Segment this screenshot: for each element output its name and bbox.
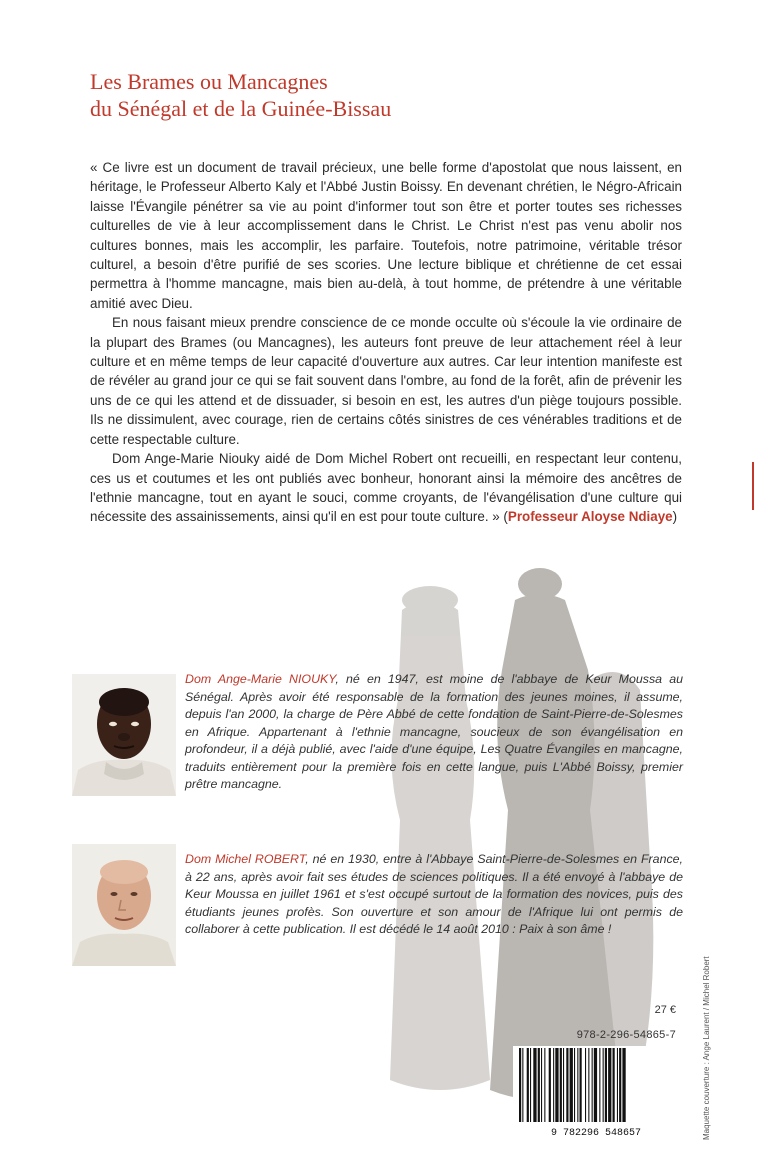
author-bio-2-text: , né en 1930, entre à l'Abbaye Saint-Pierre-de-Solesmes en France, à 22 ans, après avoir fait ses études de sciences politiques. Il a été envoyé à l'abbaye de Keur Moussa en juillet 1961 et s'est occupé surtout de la formation des novices, puis des étudiants jeunes profès. Son ouverture et son amour de l'Afrique lui ont permis de collaborer à cette publication. Il est décédé le 14 août 2010 : Paix à son âme ! — [185, 852, 683, 936]
barcode-bar — [530, 1048, 531, 1122]
barcode-bar — [544, 1048, 545, 1122]
barcode-bar — [577, 1048, 578, 1122]
barcode-icon — [513, 1046, 680, 1138]
barcode-bar — [605, 1048, 607, 1122]
barcode-bar — [619, 1048, 621, 1122]
barcode-bar — [574, 1048, 575, 1122]
author-bio-1-text: , né en 1947, est moine de l'abbaye de Keur Moussa au Sénégal. Après avoir été responsable de la formation des jeunes moines, il assume, depuis l'an 2000, la charge de Père Abbé de cette fondation de Saint-Pierre-de-Solesmes en Afrique. Appartenant à l'ethnie mancagne, soucieux de son évangélisation en profondeur, il a déjà publié, avec l'aide d'une équipe, Les Quatre Évangiles en mancagne, traduits entièrement pour la première fois en cette langue, puis L'Abbé Boissy, premier prêtre mancagne. — [185, 672, 684, 791]
author-name-2: Dom Michel ROBERT — [185, 852, 306, 866]
author-bio-2 — [185, 851, 683, 939]
barcode-bar — [603, 1048, 604, 1122]
quote-paragraph-3 — [90, 449, 682, 527]
barcode-bar — [594, 1048, 597, 1122]
barcode-bar — [549, 1048, 551, 1122]
quote-paragraph-3-text: Dom Ange-Marie Niouky aidé de Dom Michel Robert ont recueilli, en respectant leur contenu, ces us et coutumes et les ont publiés avec bonheur, honorant ainsi la mémoire des ancêtres de l'ethnie mancagne, tout en ayant le souci, comme croyants, de l'évangélisation d'une culture qui nécessite des assainissements, ainsi qu'il en est pour toute culture. » ( — [90, 451, 682, 525]
barcode-bar — [522, 1048, 523, 1122]
barcode-digits: 9 782296 548657 — [550, 1128, 642, 1138]
barcode-bar — [555, 1048, 558, 1122]
barcode-bar — [588, 1048, 589, 1122]
cover-credit: Maquette couverture : Ange Laurent / Michel Robert — [702, 956, 711, 1140]
barcode-bar — [585, 1048, 586, 1122]
barcode-bar — [617, 1048, 618, 1122]
barcode-bar — [622, 1048, 625, 1122]
barcode-bar — [580, 1048, 582, 1122]
quote-text — [90, 158, 682, 527]
price-label: 27 € — [654, 1004, 676, 1016]
author-name-1: Dom Ange-Marie NIOUKY — [185, 672, 336, 686]
title-line-1: Les Brames ou Mancagnes — [90, 69, 328, 94]
quote-paragraph-2: En nous faisant mieux prendre conscience de ce monde occulte où s'écoule la vie ordinaire de la plupart des Brames (ou Mancagnes), les auteurs font preuve de leur attachement réel à leur culture et en même temps de leur capacité d'ouverture aux autres. Car leur intention manifeste est de révéler au grand jour ce qui se fait souvent dans l'ombre, au fond de la forêt, afin de prévenir les uns de ce qui les attend et de dissuader, si besoin en est, les autres d'un piège toujours possible. Ils ne dissimulent, avec courage, rien de certains côtés sinistres de ces vénérables traditions et de cette respectable culture. — [90, 315, 682, 447]
barcode-bar — [538, 1048, 540, 1122]
portrait-monk-dark-icon — [72, 674, 176, 796]
barcode-bar — [592, 1048, 593, 1122]
quote-end: ) — [672, 509, 678, 525]
barcode-bar — [599, 1048, 600, 1122]
title-line-2: du Sénégal et de la Guinée-Bissau — [90, 96, 392, 121]
barcode-bar — [570, 1048, 573, 1122]
quote-paragraph-1: « Ce livre est un document de travail précieux, une belle forme d'apostolat que nous laissent, en héritage, le Professeur Alberto Kaly et l'Abbé Justin Boissy. En devenant chrétien, le Négro-Africain laisse l'Évangile pénétrer sa vie au point d'informer tout son être et porter toutes ses richesses culturelles de vie à leur accomplissement dans le Christ. Le Christ n'est pas venu abolir nos cultures bonnes, mais les accomplir, les parfaire. Toutefois, notre patrimoine, véritable trésor culturel, a besoin d'être purifié de ses scories. Une lecture biblique et chrétienne de cet essai permettra à l'homme mancagne, mais bien au-delà, à tout homme, de prétendre à une véritable amitié avec Dieu. — [90, 160, 682, 311]
barcode-bar — [541, 1048, 542, 1122]
portrait-monk-light-icon — [72, 844, 176, 966]
barcode-bar — [563, 1048, 564, 1122]
barcode-bar — [613, 1048, 615, 1122]
quote-citation: Professeur Aloyse Ndiaye — [507, 509, 673, 525]
isbn-label: 978-2-296-54865-7 — [576, 1029, 676, 1041]
barcode-bar — [533, 1048, 536, 1122]
spine-marker — [752, 462, 754, 510]
book-title — [90, 68, 650, 122]
barcode-bar — [560, 1048, 562, 1122]
author-bio-1 — [185, 671, 683, 794]
barcode-bar — [519, 1048, 521, 1122]
barcode-bar — [566, 1048, 568, 1122]
barcode-bar — [553, 1048, 554, 1122]
barcode-bar — [608, 1048, 611, 1122]
barcode-bar — [527, 1048, 529, 1122]
